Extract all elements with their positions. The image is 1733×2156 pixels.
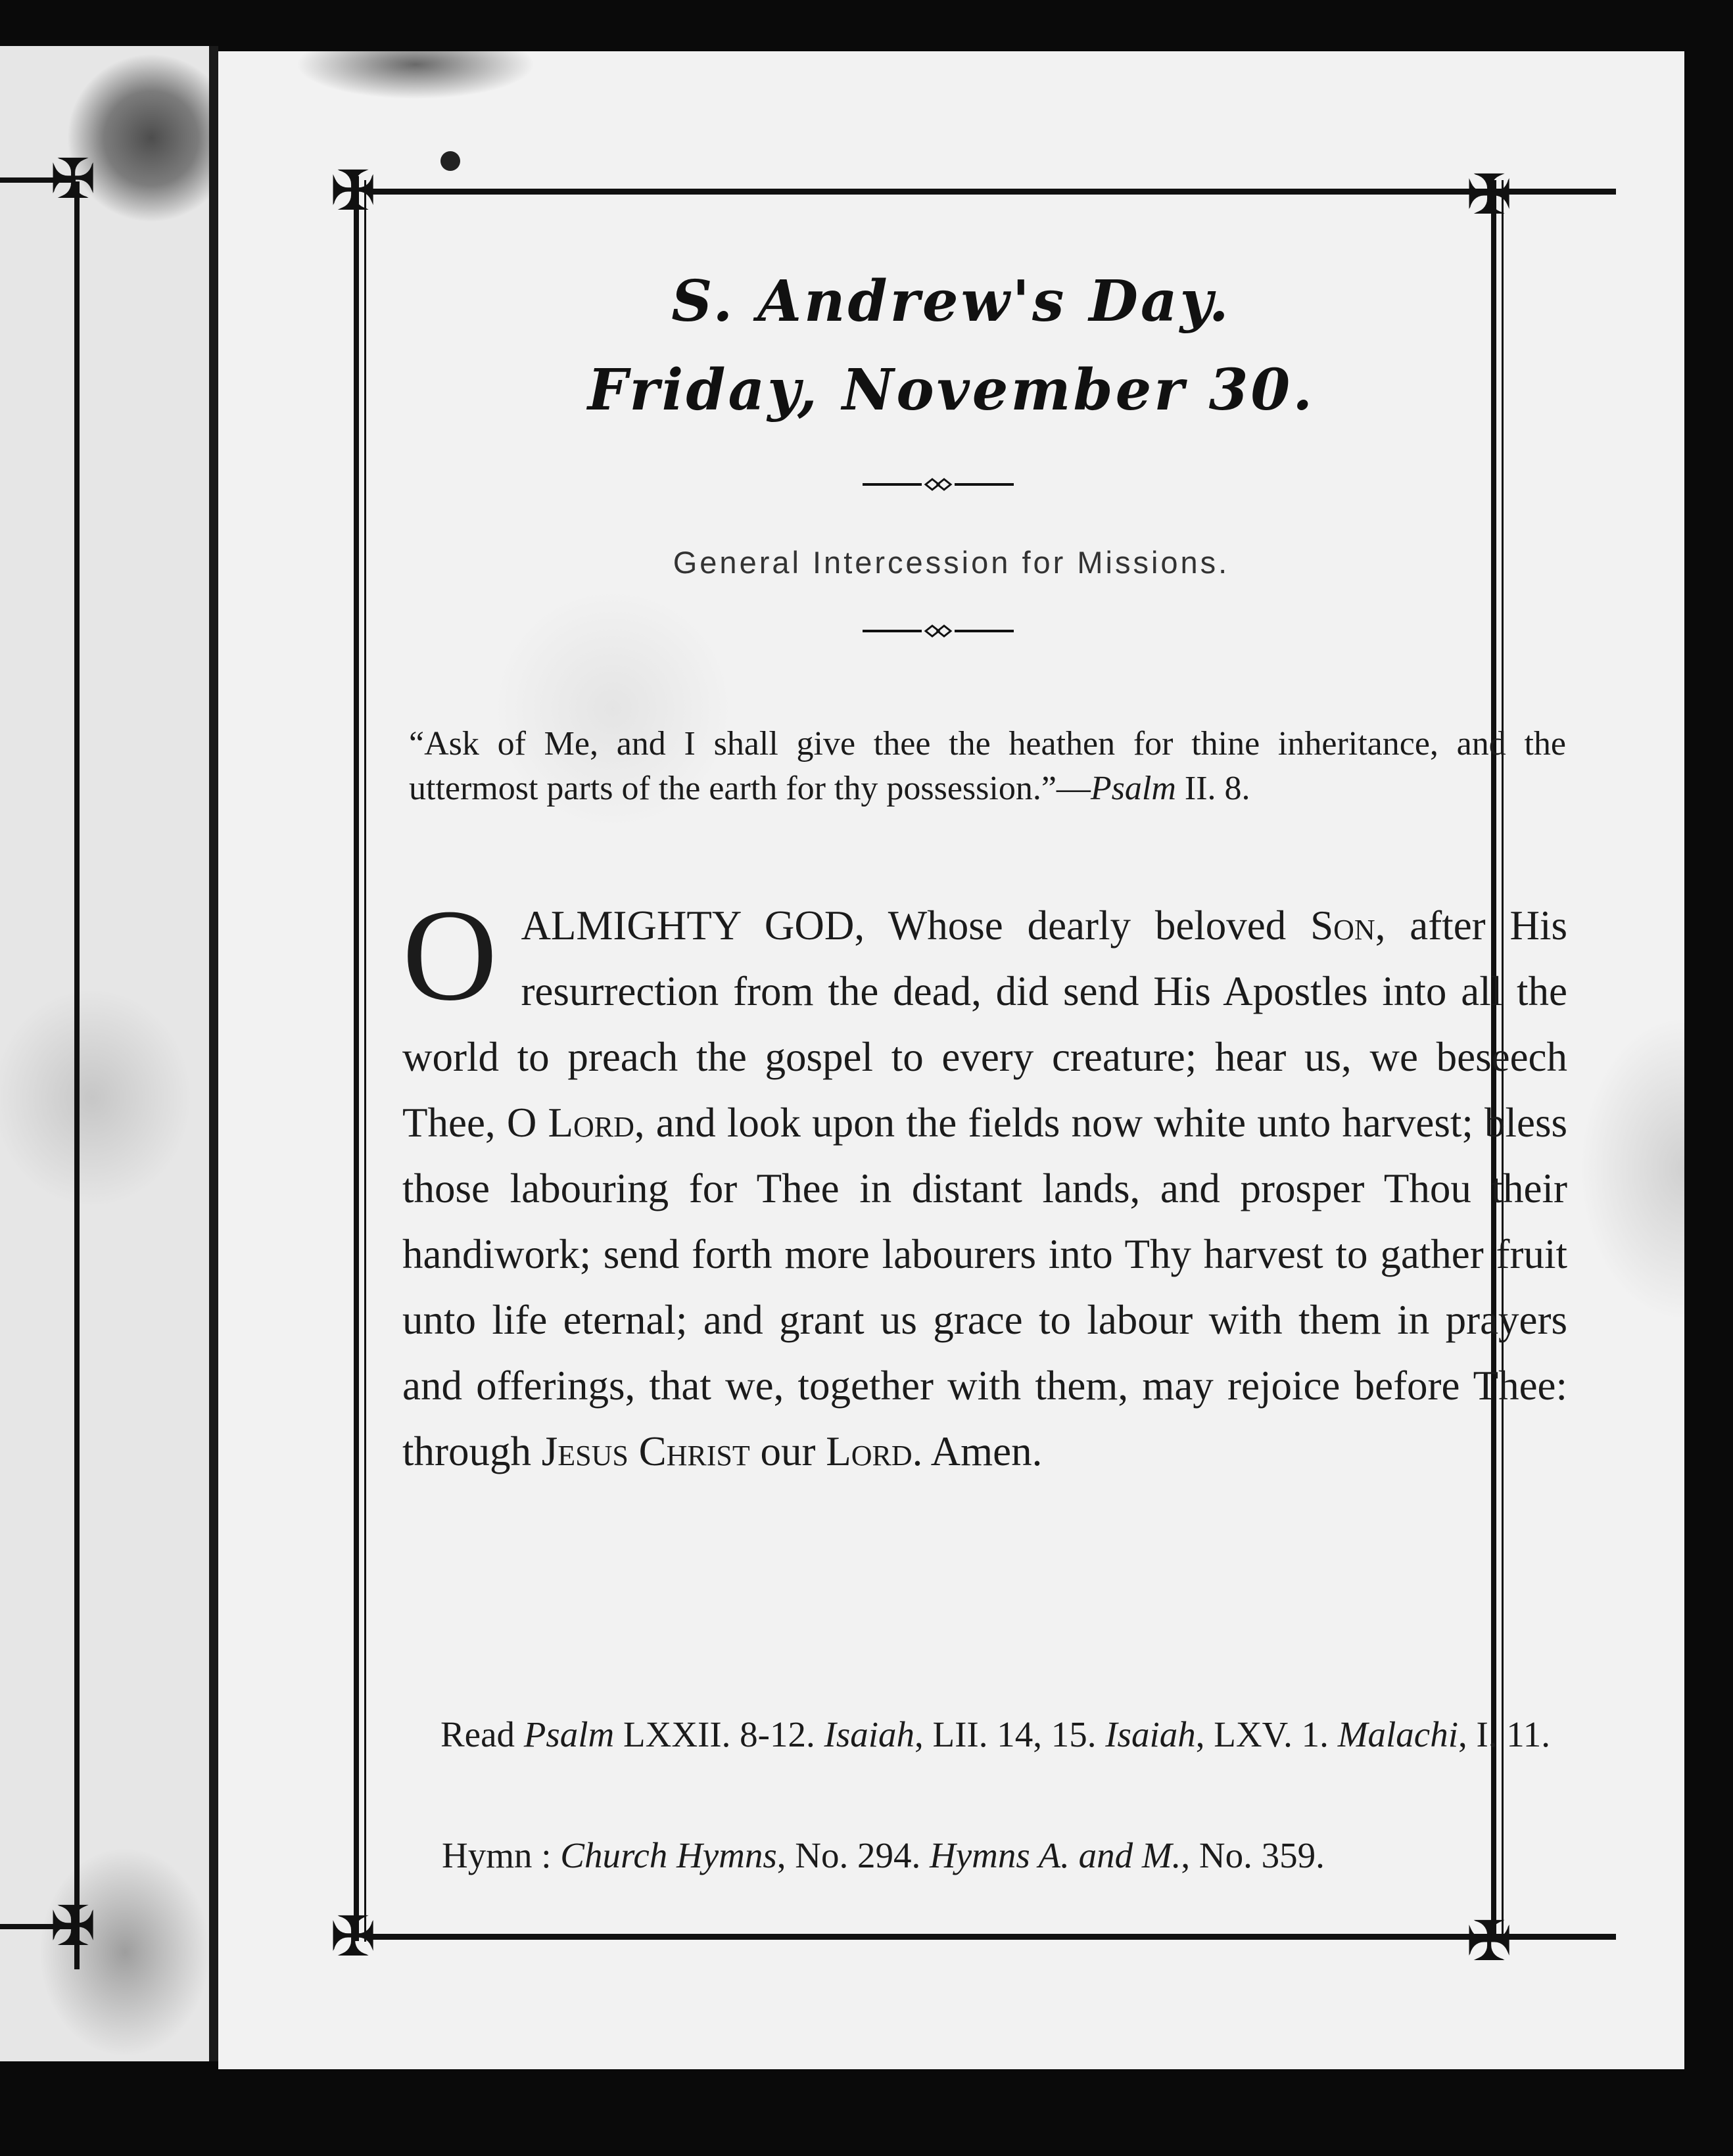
prayer-text: ALMIGHTY GOD, Whose dearly beloved: [521, 902, 1311, 949]
reading-book: Isaiah: [1105, 1714, 1196, 1754]
prayer-text: , and look upon the fields now white unto harvest; bless those labouring for Thee in distant lands, and prosper Thou their handiwork; send forth more labourers into Thy harvest to gather fruit unto life eternal; and grant us grace to labour with them in prayers and offerings, that we, together with them, may rejoice before Thee: through: [402, 1100, 1568, 1474]
reading-ref: LXXII. 8-12.: [614, 1714, 824, 1754]
cross-ornament-icon: ✠: [330, 1904, 377, 1969]
page-gutter: [209, 46, 218, 2061]
ornamental-divider-icon: [863, 620, 1014, 642]
cross-ornament-icon: ✠: [330, 158, 377, 223]
epigraph-quote: [409, 722, 1566, 811]
prayer-lord: Lord: [826, 1428, 913, 1474]
readings-label: Read: [440, 1714, 524, 1754]
ornamental-divider-icon: [863, 473, 1014, 496]
prayer-lord: Lord: [548, 1100, 634, 1146]
cross-ornament-icon: ✠: [1466, 162, 1513, 227]
reading-book: Psalm: [523, 1714, 615, 1754]
prayer-text: , after His resurrection from the dead, did send His Apostles into all the world to preach the gospel to every creature; hear us, we beseech Thee, O: [402, 902, 1568, 1146]
hymn-number: , No. 294.: [776, 1835, 930, 1875]
ink-spot: [440, 151, 460, 171]
title-line-1-wrapper: [218, 268, 1684, 335]
title-line-2-wrapper: [218, 357, 1684, 423]
hymn-number: , No. 359.: [1181, 1835, 1325, 1875]
hymn-book: Church Hymns: [560, 1835, 777, 1875]
reading-ref: , I. 11.: [1458, 1714, 1551, 1754]
page-date: Friday, November 30.: [587, 357, 1316, 423]
cross-ornament-icon: ✠: [50, 147, 97, 211]
reading-book: Isaiah: [824, 1714, 914, 1754]
hymn-reference: [442, 1829, 1573, 1882]
cross-ornament-icon: ✠: [50, 1894, 97, 1958]
frame-top-rule: [367, 189, 1616, 195]
drop-cap: O: [402, 883, 498, 1028]
reading-ref: , LXV. 1.: [1195, 1714, 1338, 1754]
prayer-son: Son: [1310, 902, 1375, 949]
reading-book: Malachi: [1337, 1714, 1458, 1754]
page-title: S. Andrew's Day.: [671, 268, 1231, 335]
prayer-text: our: [749, 1428, 826, 1474]
epigraph-ref-verse: II. 8.: [1184, 770, 1250, 807]
left-page-frame-line: [74, 181, 80, 1969]
frame-bottom-rule: [367, 1934, 1616, 1940]
document-page: [218, 51, 1684, 2069]
hymn-book: Hymns A. and M.: [929, 1835, 1181, 1875]
left-page-fragment: [0, 46, 209, 2061]
epigraph-ref-book: Psalm: [1090, 770, 1176, 807]
hymn-label: Hymn :: [442, 1835, 561, 1875]
collect-prayer: [402, 883, 1568, 1484]
prayer-jesus-christ: Jesus Christ: [541, 1428, 750, 1474]
frame-left-rule: [354, 176, 359, 1941]
reading-ref: , LII. 14, 15.: [914, 1714, 1106, 1754]
epigraph-text: “Ask of Me, and I shall give thee the heathen for thine inheritance, and the uttermost parts of the earth for thy possession.”—: [409, 725, 1566, 807]
cross-ornament-icon: ✠: [1466, 1909, 1513, 1973]
frame-left-inner-rule: [364, 180, 366, 1942]
section-subtitle: General Intercession for Missions.: [673, 545, 1230, 580]
scripture-readings: [401, 1708, 1571, 1762]
prayer-amen: . Amen.: [912, 1428, 1043, 1474]
